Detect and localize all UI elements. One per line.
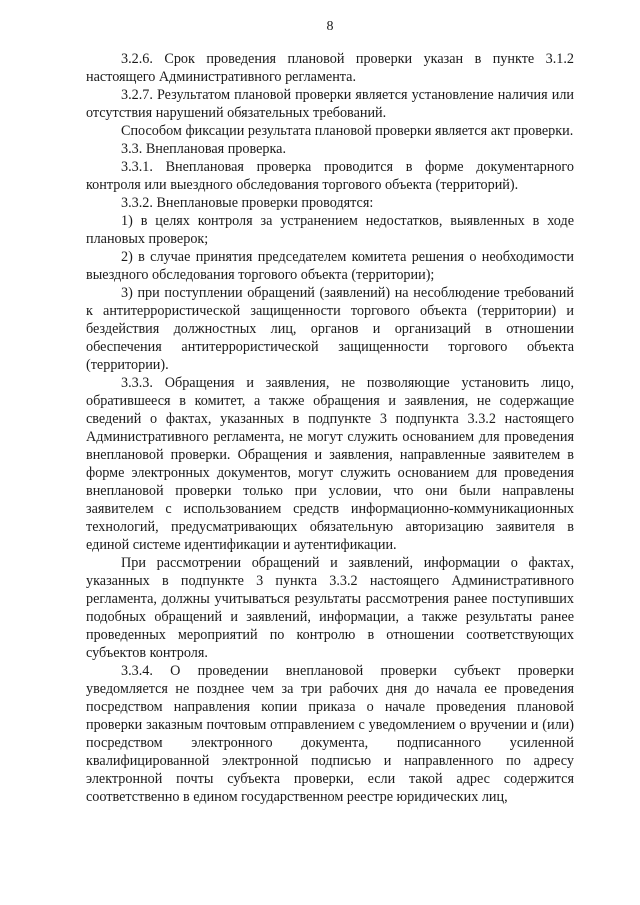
paragraph-3-2-6: 3.2.6. Срок проведения плановой проверки указан в пункте 3.1.2 настоящего Административного регламента. (86, 51, 574, 85)
paragraph-consideration: При рассмотрении обращений и заявлений, информации о фактах, указанных в подпункте 3 пункта 3.3.2 настоящего Административного регламента, должны учитываться результаты рассмотрения ранее поступивших подобных обращений и заявлений, информации, а также результаты ранее проведенных мероприятий по контролю в отношении соответствующих субъектов контроля. (86, 555, 574, 661)
section-heading-3-3: 3.3. Внеплановая проверка. (121, 141, 287, 157)
paragraph-3-3-3: 3.3.3. Обращения и заявления, не позволяющие установить лицо, обратившееся в комитет, а также обращения и заявления, не содержащие сведений о фактах, указанных в подпункте 3 подпункта 3.3.2 настоящего Административного регламента, не могут служить основанием для проведения внеплановой проверки. Обращения и заявления, направленные заявителем в форме электронных документов, могут служить основанием для проведения внеплановой проверки только при условии, что они были направлены заявителем с использованием средств информационно-коммуникационных технологий, предусматривающих обязательную авторизацию заявителя в единой системе идентификации и аутентификации. (86, 375, 574, 553)
document-page (86, 18, 574, 806)
list-item-1: 1) в целях контроля за устранением недостатков, выявленных в ходе плановых проверок; (86, 213, 574, 247)
paragraph-fixation-method: Способом фиксации результата плановой проверки является акт проверки. (121, 123, 574, 139)
paragraph-3-3-2: 3.3.2. Внеплановые проверки проводятся: (121, 195, 374, 211)
page-number: 8 (326, 19, 334, 34)
paragraph-3-2-7: 3.2.7. Результатом плановой проверки является установление наличия или отсутствия нарушений обязательных требований. (86, 87, 574, 121)
paragraph-3-3-1: 3.3.1. Внеплановая проверка проводится в форме документарного контроля или выездного обследования торгового объекта (территорий). (86, 159, 574, 193)
list-item-2: 2) в случае принятия председателем комитета решения о необходимости выездного обследования торгового объекта (территории); (86, 249, 574, 283)
paragraph-3-3-4: 3.3.4. О проведении внеплановой проверки субъект проверки уведомляется не позднее чем за три рабочих дня до начала ее проведения посредством направления копии приказа о начале проведения плановой проверки заказным почтовым отправлением с уведомлением о вручении и (или) посредством электронного документа, подписанного усиленной квалифицированной электронной подписью и направленного по адресу электронной почты субъекта проверки, если такой адрес содержится соответственно в едином государственном реестре юридических лиц, (86, 663, 574, 805)
list-item-3: 3) при поступлении обращений (заявлений) на несоблюдение требований к антитеррористической защищенности торгового объекта (территории) и бездействия должностных лиц, органов и организаций в отношении обеспечения антитеррористической защищенности торгового объекта (территории). (86, 285, 574, 373)
